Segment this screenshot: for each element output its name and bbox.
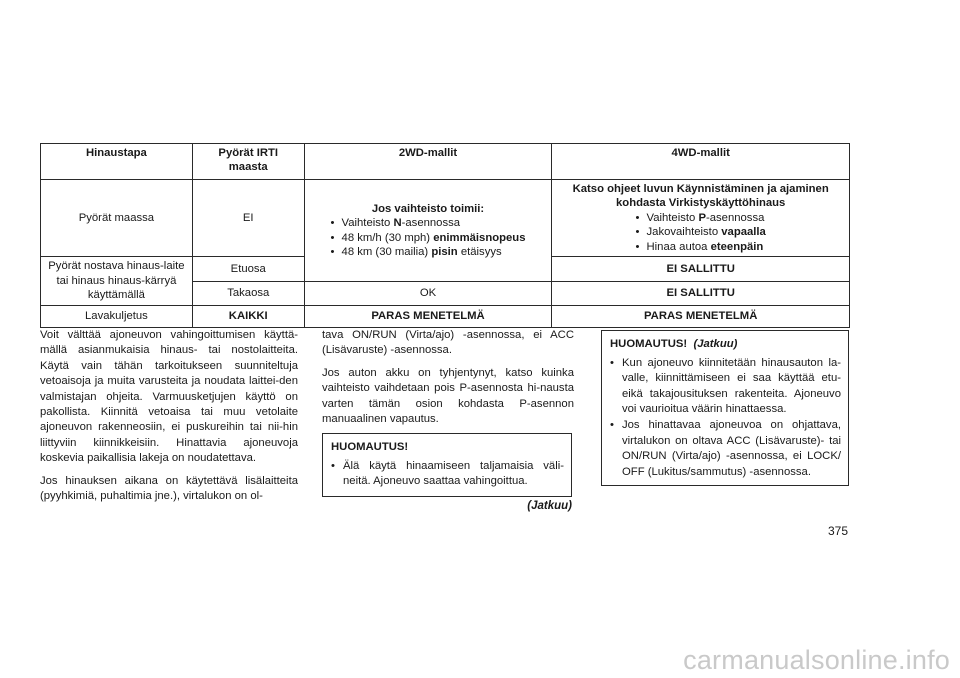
list-item: • Jakovaihteisto vapaalla — [636, 225, 766, 239]
paragraph: Jos auton akku on tyhjentynyt, katso kuinka vaihteisto vaihdetaan pois P-asennosta hi-nausta varten tämän osion kohdasta P-asennon manuaalinen vapautus. — [322, 366, 574, 426]
list-4wd-conditions — [636, 211, 766, 254]
cell-lift-rear: Takaosa — [192, 282, 304, 305]
cell-2wd-flat — [304, 179, 552, 281]
cell-method-flat: Pyörät maassa — [41, 179, 193, 256]
cell-2wd-rear: OK — [304, 282, 552, 305]
cell-lift-flat: EI — [192, 179, 304, 256]
list-item: • Hinaa autoa eteenpäin — [636, 240, 766, 254]
header-2wd-models: 2WD-mallit — [304, 144, 552, 180]
table-header-row — [41, 144, 850, 180]
cell-4wd-flatbed: PARAS MENETELMÄ — [552, 305, 850, 327]
list-item: • Jos hinattavaa ajoneuvoa on ohjattava, virtalukon on oltava ACC (Lisävaruste)- tai ON/RUN (Virta/ajo) -asennossa, ei LOCK/ OFF (Lukitus/sammutus) -asennossa. — [610, 418, 841, 480]
paragraph: Jos hinauksen aikana on käytettävä lisälaitteita (pyyhkimiä, puhaltimia jne.), virtalukon on ol- — [40, 474, 298, 503]
paragraph: tava ON/RUN (Virta/ajo) -asennossa, ei ACC (Lisävaruste) -asennossa. — [322, 329, 574, 357]
text-column-2 — [322, 328, 574, 434]
list-item: • 48 km/h (30 mph) enimmäisnopeus — [331, 231, 526, 245]
caution-list — [331, 459, 564, 490]
paragraph: Voit välttää ajoneuvon vahingoittumisen käyttä-mällä asianmukaisia hinaus- tai nostolaitteita. Käytä vain tähän tarkoitukseen suunniteltuja vetoaisoja ja muita varusteita ja noudata laittei-den valmistajan ohjeita. Varmuusketjujen käyttö on pakollista. Kiinnitä vetoaisa tai muu vetolaite ajoneuvon rakenneosiin, ei puskureihin tai nii-hin liittyviin kiinnikkeisiin. Hinattavia ajoneuvoja koskevia paikallisia lakeja on noudatettava. — [40, 329, 298, 465]
page-number: 375 — [827, 524, 848, 538]
header-wheels-off-ground: Pyörät IRTI maasta — [192, 144, 304, 180]
list-item: • Älä käytä hinaamiseen taljamaisia väli-neitä. Ajoneuvo saattaa vahingoittua. — [331, 459, 564, 490]
cell-lift-front: Etuosa — [192, 257, 304, 282]
list-item: • 48 km (30 mailia) pisin etäisyys — [331, 245, 526, 259]
watermark: carmanualsonline.info — [683, 645, 950, 675]
list-item: • Vaihteisto N-asennossa — [331, 216, 526, 230]
list-item: • Kun ajoneuvo kiinnitetään hinausauton la-valle, kiinnittämiseen ei saa käyttää etu-eikä takajousituksen rakenteita. Ajoneuvo voi vaurioitua väärin hinattaessa. — [610, 356, 841, 418]
caution-title: HUOMAUTUS! — [331, 441, 409, 453]
continued-label: (Jatkuu) — [527, 500, 572, 512]
caution-title-continued: (Jatkuu) — [693, 338, 738, 350]
table-row — [41, 305, 850, 327]
header-4wd-models: 4WD-mallit — [552, 144, 850, 180]
caution-box — [322, 433, 572, 497]
caution-box-continued — [601, 330, 849, 486]
caution-list — [610, 356, 841, 481]
towing-table — [40, 143, 850, 328]
cell-4wd-title: Katso ohjeet luvun Käynnistäminen ja ajaminen kohdasta Virkistyskäyttöhinaus — [572, 182, 829, 210]
cell-4wd-front: EI SALLITTU — [552, 257, 850, 282]
list-2wd-conditions — [331, 216, 526, 259]
cell-4wd-rear: EI SALLITTU — [552, 282, 850, 305]
cell-method-flatbed: Lavakuljetus — [41, 305, 193, 327]
caution-title: HUOMAUTUS! (Jatkuu) — [610, 338, 738, 350]
list-item: • Vaihteisto P-asennossa — [636, 211, 766, 225]
table-row — [41, 179, 850, 256]
cell-method-wheel-lift: Pyörät nostava hinaus-laite tai hinaus hinaus-kärryä käyttämällä — [41, 257, 193, 305]
cell-4wd-flat — [552, 179, 850, 256]
cell-lift-flatbed: KAIKKI — [192, 305, 304, 327]
cell-2wd-flatbed: PARAS MENETELMÄ — [304, 305, 552, 327]
cell-2wd-title: Jos vaihteisto toimii: — [371, 202, 485, 215]
header-towing-method: Hinaustapa — [41, 144, 193, 180]
text-column-1 — [40, 328, 298, 511]
